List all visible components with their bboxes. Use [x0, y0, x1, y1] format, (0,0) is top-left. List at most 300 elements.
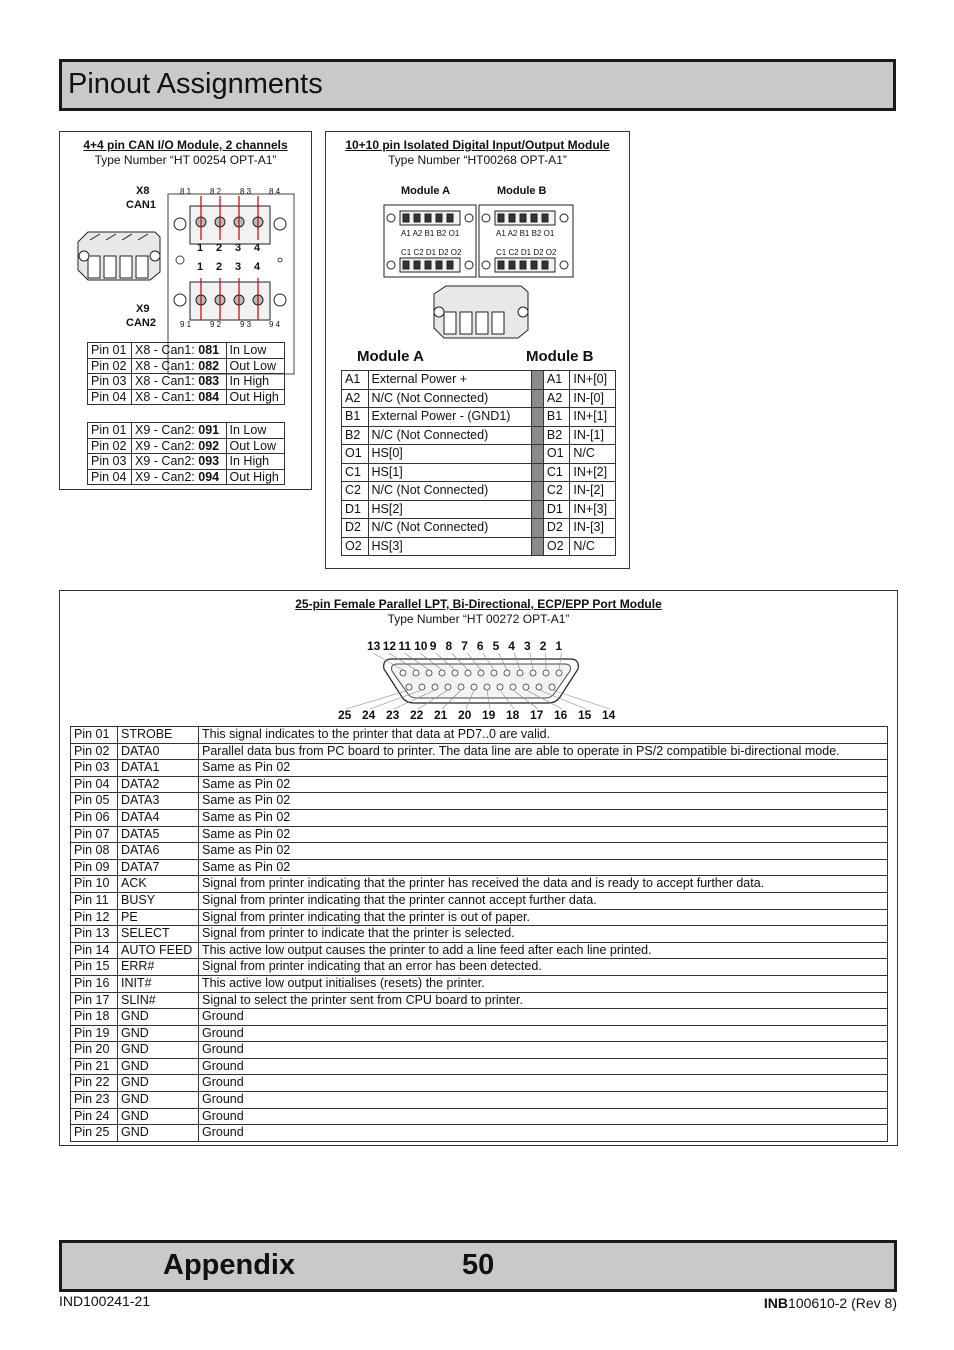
db25-bottom-pin-label: 22 [410, 708, 424, 722]
pin-cell: Pin 19 [71, 1025, 118, 1042]
dio-connector-diagram [326, 202, 631, 352]
db25-pin-hole [484, 684, 490, 690]
module-b-desc-cell: IN+[2] [570, 463, 616, 482]
table-row [342, 445, 616, 464]
code-text: 084 [198, 389, 220, 404]
terminal-84: 8 4 [269, 187, 281, 196]
module-a-row-top-label: A1 A2 B1 B2 O1 [401, 229, 460, 238]
module-b-desc-cell: IN+[0] [570, 371, 616, 390]
signal-name-cell: STROBE [118, 727, 199, 744]
pin-cell: Pin 03 [88, 374, 132, 390]
module-b-pin-cell: O1 [543, 445, 570, 464]
pin-cell: Pin 09 [71, 859, 118, 876]
module-b-pin-cell: D2 [543, 519, 570, 538]
pin-cell: Pin 02 [71, 743, 118, 760]
module-b-desc-cell: N/C [570, 445, 616, 464]
table-row [342, 500, 616, 519]
table-row [71, 843, 888, 860]
db25-pin-hole [452, 670, 458, 676]
pin-cell: Pin 22 [71, 1075, 118, 1092]
code-text: 092 [198, 438, 220, 453]
table-row [88, 343, 285, 359]
db25-bottom-pin-label: 23 [386, 708, 400, 722]
signal-desc-cell: This signal indicates to the printer that data at PD7..0 are valid. [199, 727, 888, 744]
module-b-desc-cell: IN-[3] [570, 519, 616, 538]
separator-cell [531, 482, 543, 501]
separator-cell [531, 389, 543, 408]
signal-desc-cell: Ground [199, 1108, 888, 1125]
module-a-heading: Module A [357, 348, 424, 365]
signal-name-cell: DATA4 [118, 809, 199, 826]
desc-cell [132, 469, 227, 485]
code-text: 083 [198, 374, 220, 388]
db25-pin-hole [556, 670, 562, 676]
module-b-row-top-label: A1 A2 B1 B2 O1 [496, 229, 555, 238]
can2-pin-table [87, 422, 285, 485]
desc-cell [132, 374, 227, 390]
signal-name-cell: BUSY [118, 892, 199, 909]
table-row [88, 389, 285, 405]
db25-top-pin-label: 2 [539, 639, 547, 653]
table-row [71, 1025, 888, 1042]
module-a-pin-cell: D2 [342, 519, 369, 538]
db25-bottom-pin-label: 24 [362, 708, 376, 722]
signal-desc-cell: Parallel data bus from PC board to printer. The data line are able to operate in PS/2 compatible bi-directional mode. [199, 743, 888, 760]
signal-cell: Out High [226, 469, 284, 485]
module-b-pin-cell: A1 [543, 371, 570, 390]
db25-top-pin-label: 3 [524, 639, 531, 653]
page-title: Pinout Assignments [68, 68, 323, 100]
desc-cell [132, 343, 227, 359]
table-row [71, 776, 888, 793]
table-row [88, 423, 285, 439]
table-row [71, 1042, 888, 1059]
terminal-91: 9 1 [180, 320, 192, 329]
module-b-pin-cell: C2 [543, 482, 570, 501]
pin-cell: Pin 18 [71, 1009, 118, 1026]
terminal-83: 8 3 [240, 187, 252, 196]
lpt-module-panel [59, 590, 898, 1146]
terminal-93: 9 3 [240, 320, 252, 329]
table-row [71, 942, 888, 959]
x9-label: X9 [136, 303, 150, 315]
x8-pin-1: 1 [197, 242, 204, 254]
desc-cell [132, 438, 227, 454]
code-text: 082 [198, 358, 220, 373]
module-a-desc-cell: N/C (Not Connected) [368, 426, 531, 445]
db25-pin-hole [419, 684, 425, 690]
table-row [342, 408, 616, 427]
pin-cell: Pin 03 [88, 454, 132, 470]
module-b-row-bottom-label: C1 C2 D1 D2 O2 [496, 248, 557, 257]
terminal-82: 8 2 [210, 187, 222, 196]
module-b-desc-cell: N/C [570, 537, 616, 556]
db25-bottom-pin-label: 21 [434, 708, 448, 722]
signal-cell: In Low [226, 343, 284, 359]
separator-cell [531, 519, 543, 538]
signal-cell: Out Low [226, 438, 284, 454]
module-b-heading: Module B [526, 348, 594, 365]
module-a-pin-cell: A2 [342, 389, 369, 408]
signal-name-cell: GND [118, 1092, 199, 1109]
signal-name-cell: SLIN# [118, 992, 199, 1009]
signal-cell: In Low [226, 423, 284, 439]
signal-name-cell: DATA0 [118, 743, 199, 760]
dio-pin-table [341, 370, 616, 556]
db25-bottom-pin-label: 16 [554, 708, 568, 722]
module-a-desc-cell: HS[1] [368, 463, 531, 482]
db25-pin-hole [504, 670, 510, 676]
table-row [71, 859, 888, 876]
pin-cell: Pin 16 [71, 975, 118, 992]
code-text: 081 [198, 343, 220, 357]
pin-cell: Pin 24 [71, 1108, 118, 1125]
db25-pin-hole [400, 670, 406, 676]
module-a-desc-cell: External Power - (GND1) [368, 408, 531, 427]
x8-label: X8 [136, 185, 150, 197]
desc-text: X8 - Can1: [135, 374, 199, 388]
module-a-pin-cell: D1 [342, 500, 369, 519]
db25-bottom-pin-label: 14 [602, 708, 616, 722]
signal-desc-cell: Signal from printer indicating that the printer cannot accept further data. [199, 892, 888, 909]
doc-suffix: 100610-2 (Rev 8) [788, 1295, 897, 1311]
desc-text: X9 - Can2: [135, 423, 199, 437]
signal-name-cell: ACK [118, 876, 199, 893]
signal-name-cell: DATA5 [118, 826, 199, 843]
table-row [71, 809, 888, 826]
db25-pin-hole [432, 684, 438, 690]
signal-name-cell: SELECT [118, 926, 199, 943]
table-row [88, 454, 285, 470]
table-row [71, 909, 888, 926]
module-a-desc-cell: HS[3] [368, 537, 531, 556]
signal-desc-cell: This active low output initialises (resets) the printer. [199, 975, 888, 992]
can1-pin-table [87, 342, 285, 405]
signal-name-cell: GND [118, 1125, 199, 1142]
db25-pin-hole [445, 684, 451, 690]
signal-name-cell: GND [118, 1042, 199, 1059]
module-b-pin-cell: D1 [543, 500, 570, 519]
module-a-desc-cell: HS[0] [368, 445, 531, 464]
signal-name-cell: GND [118, 1108, 199, 1125]
separator-cell [531, 371, 543, 390]
signal-name-cell: INIT# [118, 975, 199, 992]
signal-desc-cell: Ground [199, 1092, 888, 1109]
table-row [71, 793, 888, 810]
footer-bar [59, 1240, 897, 1292]
separator-cell [531, 408, 543, 427]
table-row [342, 371, 616, 390]
db25-pin-hole [549, 684, 555, 690]
db25-pin-hole [536, 684, 542, 690]
module-b-pin-cell: O2 [543, 537, 570, 556]
signal-desc-cell: Same as Pin 02 [199, 843, 888, 860]
module-a-pin-cell: C1 [342, 463, 369, 482]
module-a-connector [384, 205, 476, 277]
table-row [71, 1009, 888, 1026]
separator-cell [531, 426, 543, 445]
module-b-connector [479, 205, 573, 277]
db25-top-pin-label: 10 [414, 639, 428, 653]
code-text: 091 [198, 423, 220, 437]
dio-module-panel [325, 131, 630, 569]
db25-top-pin-label: 12 [382, 639, 397, 653]
db25-top-pin-label: 7 [461, 639, 468, 653]
signal-desc-cell: Signal to select the printer sent from CPU board to printer. [199, 992, 888, 1009]
signal-name-cell: DATA7 [118, 859, 199, 876]
dio-module-a-label: Module A [401, 185, 451, 197]
desc-text: X9 - Can2: [135, 454, 199, 468]
lpt-module-type-number: Type Number “HT 00272 OPT-A1” [387, 612, 570, 626]
db25-pin-hole [523, 684, 529, 690]
signal-name-cell: GND [118, 1009, 199, 1026]
table-row [71, 926, 888, 943]
pin-cell: Pin 01 [88, 423, 132, 439]
module-a-pin-cell: C2 [342, 482, 369, 501]
signal-name-cell: GND [118, 1025, 199, 1042]
pin-cell: Pin 21 [71, 1058, 118, 1075]
table-row [71, 1058, 888, 1075]
x9-pin-3: 3 [235, 261, 242, 273]
pin-cell: Pin 02 [88, 438, 132, 454]
db25-leader-line [552, 690, 610, 709]
desc-text: X8 - Can1: [135, 358, 199, 373]
db25-pin-hole [413, 670, 419, 676]
db25-pin-hole [530, 670, 536, 676]
db25-pin-hole [406, 684, 412, 690]
x9-pin-2: 2 [216, 261, 223, 273]
signal-desc-cell: This active low output causes the printer to add a line feed after each line printed. [199, 942, 888, 959]
table-row [71, 1092, 888, 1109]
table-row [342, 463, 616, 482]
module-b-pin-cell: B1 [543, 408, 570, 427]
page-number: 50 [462, 1249, 495, 1281]
can2-label: CAN2 [126, 317, 156, 329]
signal-desc-cell: Ground [199, 1125, 888, 1142]
signal-desc-cell: Same as Pin 02 [199, 760, 888, 777]
table-row [71, 1108, 888, 1125]
table-row [71, 992, 888, 1009]
db25-top-pin-label: 5 [492, 639, 500, 653]
pin-cell: Pin 20 [71, 1042, 118, 1059]
module-a-pin-cell: B2 [342, 426, 369, 445]
signal-desc-cell: Signal from printer indicating that an error has been detected. [199, 959, 888, 976]
pin-cell: Pin 01 [88, 343, 132, 359]
signal-desc-cell: Same as Pin 02 [199, 859, 888, 876]
table-row [71, 743, 888, 760]
pin-cell: Pin 02 [88, 358, 132, 374]
lpt-module-title: 25-pin Female Parallel LPT, Bi-Directional, ECP/EPP Port Module [295, 597, 662, 611]
x8-pin-2: 2 [216, 242, 223, 254]
header-bar [59, 59, 896, 111]
desc-text: X8 - Can1: [135, 389, 199, 404]
db25-bottom-pin-label: 19 [482, 708, 496, 722]
pin-cell: Pin 15 [71, 959, 118, 976]
signal-desc-cell: Same as Pin 02 [199, 809, 888, 826]
table-row [342, 482, 616, 501]
doc-number-right [764, 1295, 897, 1311]
dio-module-type-number: Type Number “HT00268 OPT-A1” [388, 153, 567, 167]
db25-pin-hole [517, 670, 523, 676]
x8-pin-4: 4 [254, 242, 261, 254]
module-a-row-bottom-label: C1 C2 D1 D2 O2 [401, 248, 462, 257]
module-b-pin-cell: A2 [543, 389, 570, 408]
can-module-title: 4+4 pin CAN I/O Module, 2 channels [83, 138, 288, 152]
db25-pin-hole [491, 670, 497, 676]
separator-cell [531, 463, 543, 482]
can-plug-icon [78, 232, 160, 280]
terminal-94: 9 4 [269, 320, 281, 329]
table-row [71, 760, 888, 777]
signal-name-cell: DATA1 [118, 760, 199, 777]
module-a-desc-cell: N/C (Not Connected) [368, 389, 531, 408]
db25-pin-hole [471, 684, 477, 690]
signal-desc-cell: Ground [199, 1058, 888, 1075]
db25-pin-hole [510, 684, 516, 690]
table-row [88, 469, 285, 485]
dio-module-b-label: Module B [497, 185, 547, 197]
signal-name-cell: AUTO FEED [118, 942, 199, 959]
db25-pin-hole [465, 670, 471, 676]
pin-cell: Pin 14 [71, 942, 118, 959]
db25-pin-hole [439, 670, 445, 676]
table-row [342, 519, 616, 538]
pin-cell: Pin 07 [71, 826, 118, 843]
module-b-desc-cell: IN-[0] [570, 389, 616, 408]
desc-cell [132, 358, 227, 374]
signal-name-cell: PE [118, 909, 199, 926]
desc-cell [132, 389, 227, 405]
signal-desc-cell: Same as Pin 02 [199, 793, 888, 810]
db25-pin-hole [478, 670, 484, 676]
module-a-desc-cell: N/C (Not Connected) [368, 519, 531, 538]
desc-cell [132, 423, 227, 439]
db25-bottom-pin-label: 18 [506, 708, 520, 722]
module-b-desc-cell: IN-[1] [570, 426, 616, 445]
db25-bottom-pin-label: 20 [458, 708, 472, 722]
pin-cell: Pin 25 [71, 1125, 118, 1142]
x9-connector [174, 282, 286, 320]
module-b-desc-cell: IN+[3] [570, 500, 616, 519]
signal-desc-cell: Ground [199, 1075, 888, 1092]
signal-name-cell: GND [118, 1075, 199, 1092]
separator-cell [531, 537, 543, 556]
pin-cell: Pin 12 [71, 909, 118, 926]
module-b-pin-cell: C1 [543, 463, 570, 482]
pin-cell: Pin 03 [71, 760, 118, 777]
x8-connector [174, 206, 286, 244]
signal-desc-cell: Ground [199, 1009, 888, 1026]
db25-bottom-pin-label: 15 [578, 708, 592, 722]
table-row [88, 374, 285, 390]
signal-cell: Out High [226, 389, 284, 405]
table-row [71, 876, 888, 893]
table-row [71, 826, 888, 843]
code-text: 094 [198, 469, 220, 484]
desc-cell [132, 454, 227, 470]
db25-pin-hole [497, 684, 503, 690]
module-a-desc-cell: HS[2] [368, 500, 531, 519]
x8-pin-3: 3 [235, 242, 242, 254]
signal-cell: In High [226, 374, 284, 390]
db25-top-pin-label: 1 [555, 639, 563, 653]
table-row [71, 1075, 888, 1092]
table-row [71, 892, 888, 909]
module-a-pin-cell: A1 [342, 371, 369, 390]
x9-pin-1: 1 [197, 261, 204, 273]
pin-cell: Pin 06 [71, 809, 118, 826]
signal-cell: Out Low [226, 358, 284, 374]
can-module-type-number: Type Number “HT 00254 OPT-A1” [94, 153, 277, 167]
can1-label: CAN1 [126, 199, 156, 211]
lpt-pin-table [70, 726, 888, 1142]
signal-desc-cell: Signal from printer indicating that the printer is out of paper. [199, 909, 888, 926]
signal-cell: In High [226, 454, 284, 470]
pin-cell: Pin 04 [71, 776, 118, 793]
desc-text: X9 - Can2: [135, 469, 199, 484]
pin-cell: Pin 10 [71, 876, 118, 893]
table-row [342, 389, 616, 408]
can-module-panel [59, 131, 312, 490]
db25-pin-hole [426, 670, 432, 676]
terminal-92: 9 2 [210, 320, 222, 329]
separator-cell [531, 500, 543, 519]
db25-bottom-pin-label: 25 [338, 708, 352, 722]
footer-section-title: Appendix [163, 1249, 296, 1281]
pin-cell: Pin 11 [71, 892, 118, 909]
table-row [88, 438, 285, 454]
pin-cell: Pin 08 [71, 843, 118, 860]
separator-cell [531, 445, 543, 464]
db25-pin-hole [458, 684, 464, 690]
signal-desc-cell: Same as Pin 02 [199, 826, 888, 843]
desc-text: X8 - Can1: [135, 343, 199, 357]
db25-bottom-pin-label: 17 [530, 708, 544, 722]
signal-desc-cell: Ground [199, 1042, 888, 1059]
module-b-desc-cell: IN+[1] [570, 408, 616, 427]
table-row [342, 426, 616, 445]
dio-plug-icon [434, 286, 528, 338]
table-row [71, 975, 888, 992]
db25-top-pin-label: 8 [445, 639, 453, 653]
module-b-pin-cell: B2 [543, 426, 570, 445]
module-b-desc-cell: IN-[2] [570, 482, 616, 501]
dio-module-title: 10+10 pin Isolated Digital Input/Output Module [345, 138, 610, 152]
signal-desc-cell: Signal from printer to indicate that the printer is selected. [199, 926, 888, 943]
doc-prefix: INB [763, 1295, 789, 1311]
pin-cell: Pin 04 [88, 389, 132, 405]
module-a-pin-cell: B1 [342, 408, 369, 427]
module-a-desc-cell: N/C (Not Connected) [368, 482, 531, 501]
db25-pin-hole [543, 670, 549, 676]
signal-name-cell: DATA2 [118, 776, 199, 793]
signal-desc-cell: Ground [199, 1025, 888, 1042]
pin-cell: Pin 17 [71, 992, 118, 1009]
pin-cell: Pin 05 [71, 793, 118, 810]
signal-name-cell: ERR# [118, 959, 199, 976]
pin-cell: Pin 01 [71, 727, 118, 744]
table-row [71, 959, 888, 976]
pin-cell: Pin 23 [71, 1092, 118, 1109]
signal-desc-cell: Signal from printer indicating that the printer has received the data and is ready to accept further data. [199, 876, 888, 893]
signal-desc-cell: Same as Pin 02 [199, 776, 888, 793]
code-text: 093 [198, 454, 220, 468]
module-a-desc-cell: External Power + [368, 371, 531, 390]
signal-name-cell: DATA3 [118, 793, 199, 810]
module-a-pin-cell: O2 [342, 537, 369, 556]
db25-top-pin-label: 6 [476, 639, 484, 653]
table-row [342, 537, 616, 556]
